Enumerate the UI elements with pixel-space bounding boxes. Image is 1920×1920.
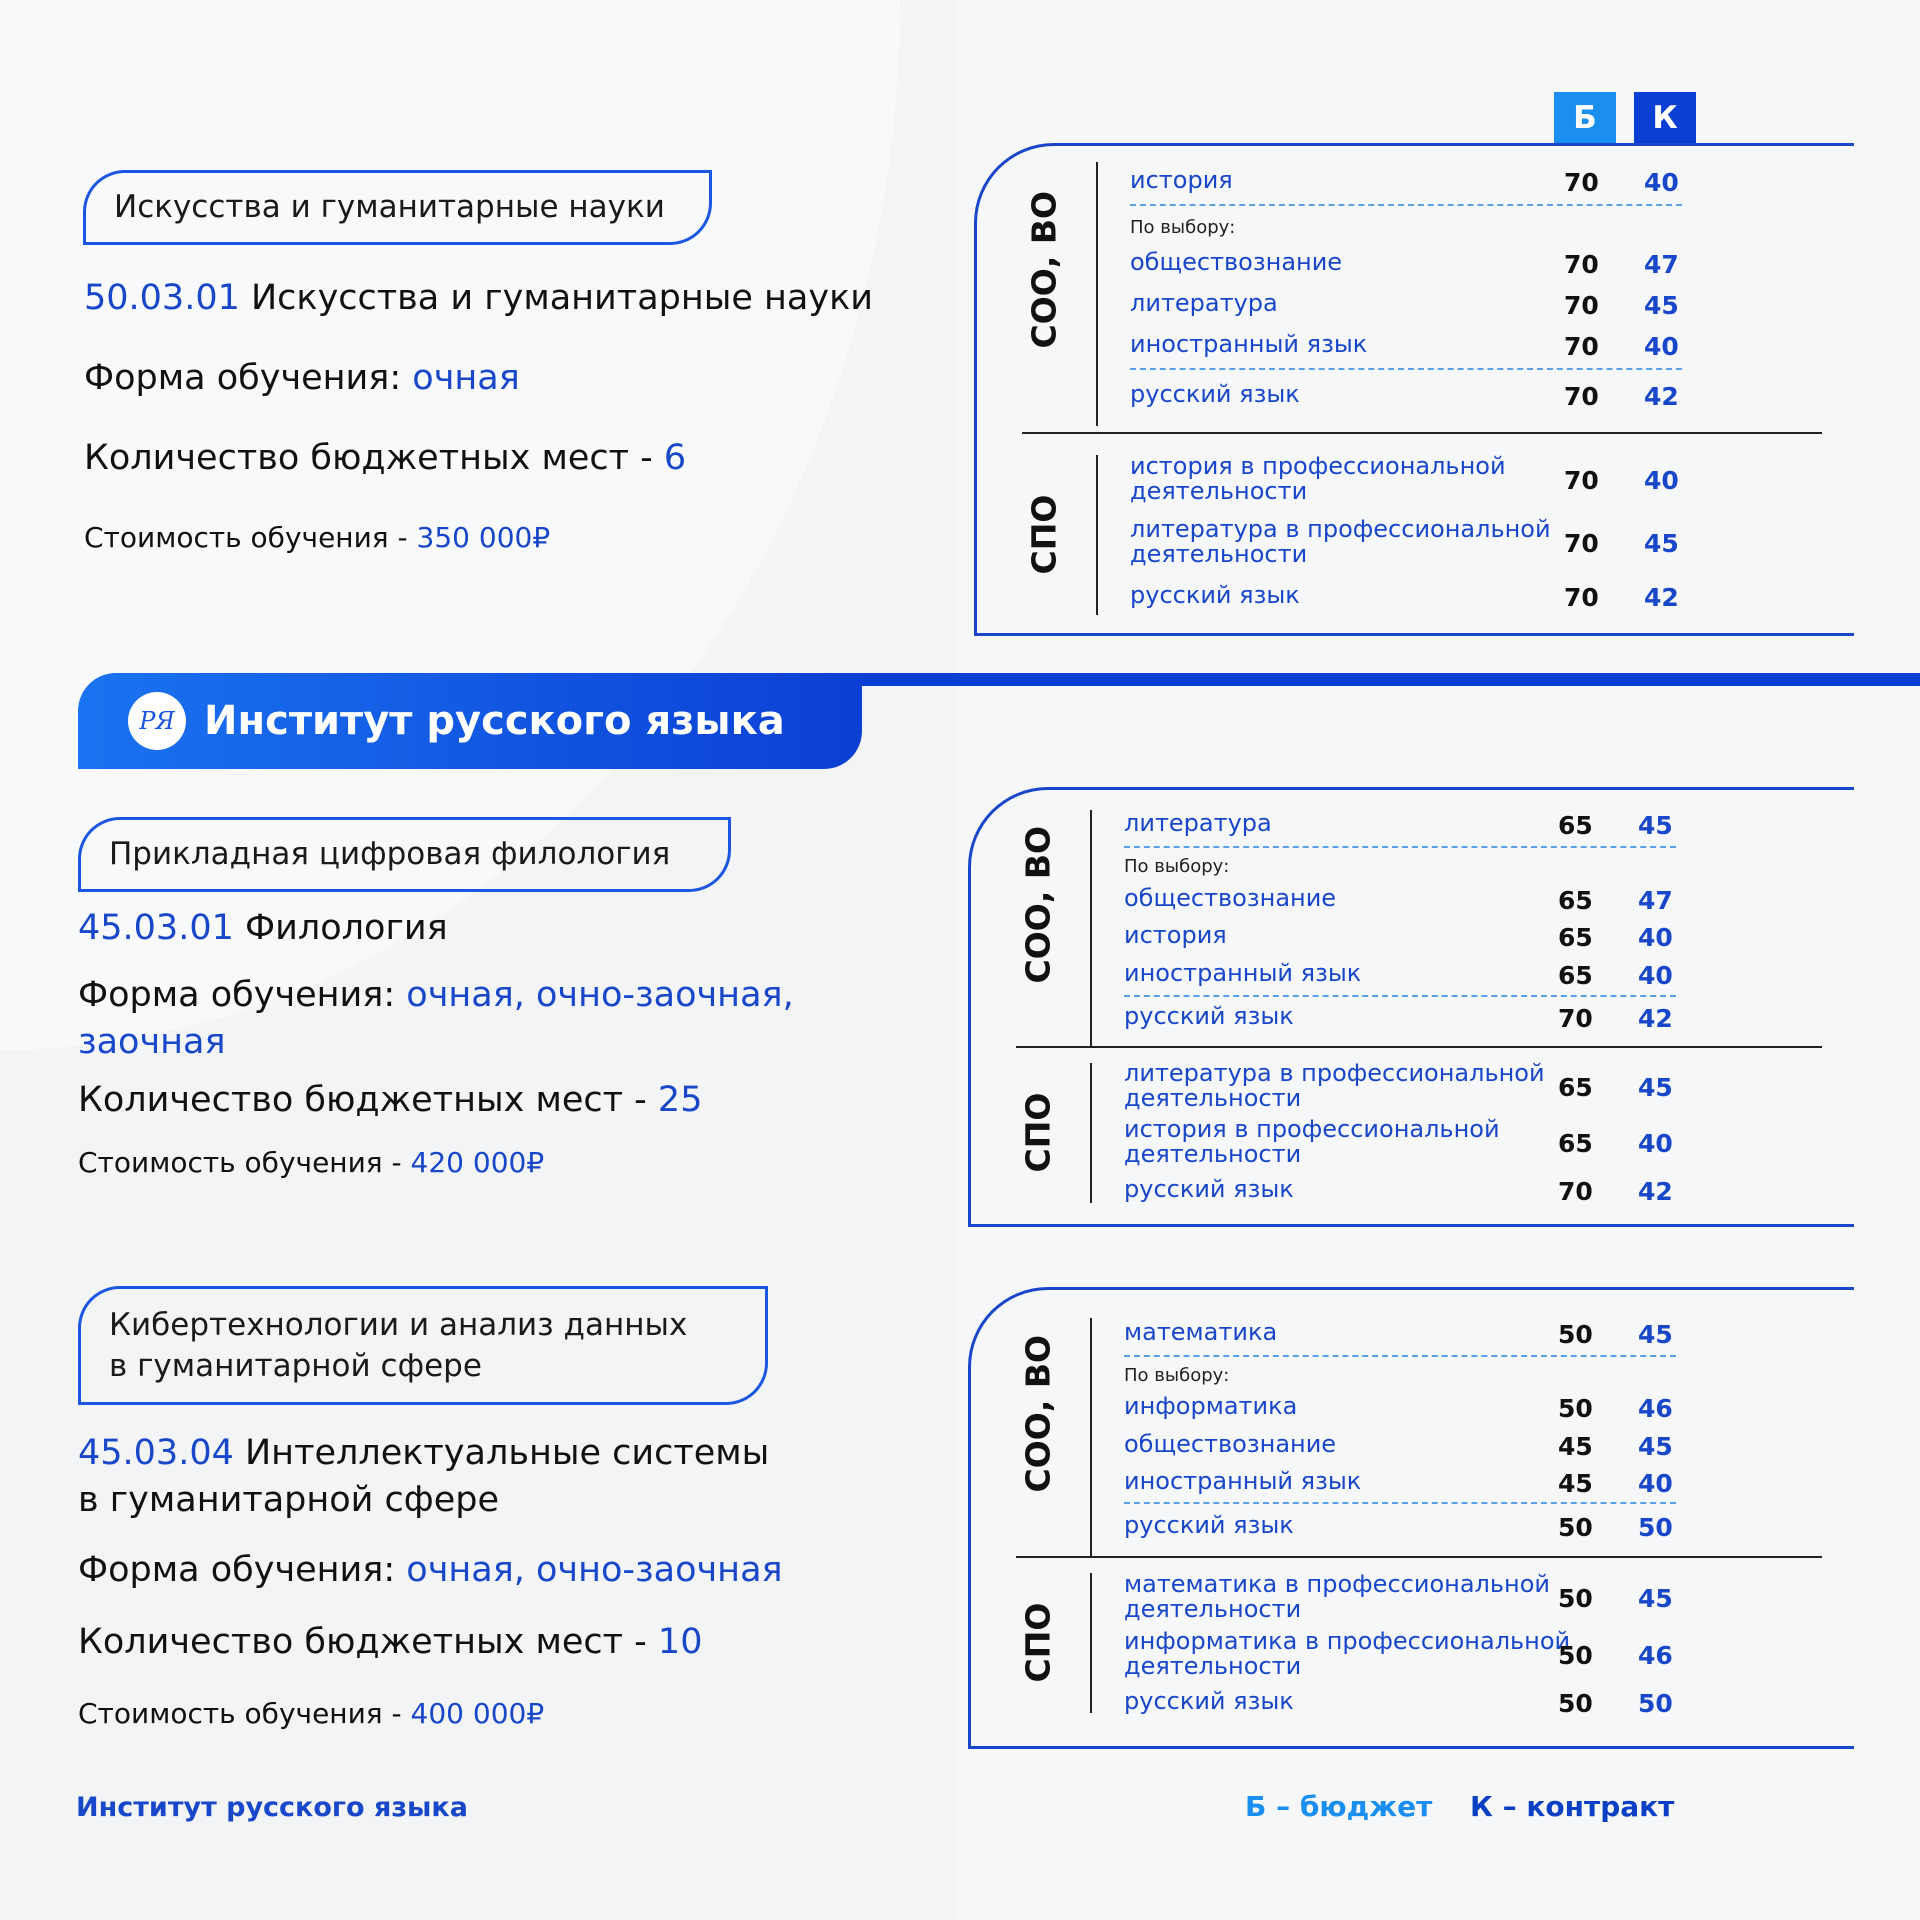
study-form-label: Форма обучения: (84, 358, 402, 398)
subject-name (1130, 517, 1551, 567)
elective-label: По выбору: (1130, 217, 1236, 238)
group-label-soo: СОО, ВО (1024, 190, 1064, 349)
subject-line2: деятельности (1124, 1652, 1302, 1681)
budget-score: 65 (1558, 811, 1593, 840)
program-tag (83, 170, 712, 245)
subject-line1: русский язык (1124, 1175, 1294, 1203)
subject-line1: математика в профессиональной (1124, 1570, 1550, 1598)
contract-score: 46 (1638, 1394, 1673, 1423)
subject-line1: история в профессиональной (1130, 452, 1506, 480)
subject-name: русский язык (1124, 1002, 1294, 1030)
study-form-value: очная (412, 358, 520, 398)
tuition-cost (84, 521, 550, 554)
group-divider (1090, 1063, 1092, 1203)
budget-places (78, 1080, 702, 1120)
tuition-cost-value: 400 000₽ (410, 1697, 545, 1730)
dashed-divider (1130, 204, 1682, 206)
subject-line1: русский язык (1130, 581, 1300, 609)
program-tag-text: Прикладная цифровая филология (109, 836, 671, 873)
group-divider (1096, 455, 1098, 615)
contract-score: 47 (1644, 250, 1679, 279)
budget-score: 70 (1564, 583, 1599, 612)
study-form (78, 972, 878, 1066)
footer-institute: Институт русского языка (76, 1792, 468, 1823)
budget-score: 70 (1564, 382, 1599, 411)
group-label-spo: СПО (1018, 1602, 1058, 1683)
elective-label: По выбору: (1124, 1365, 1230, 1386)
contract-column-header: К (1634, 92, 1696, 144)
program-tag-line2: в гуманитарной сфере (109, 1347, 482, 1384)
program-name-line1: Интеллектуальные системы (245, 1433, 770, 1473)
budget-score: 70 (1564, 291, 1599, 320)
budget-score: 65 (1558, 886, 1593, 915)
budget-places (78, 1622, 702, 1662)
contract-score: 45 (1638, 1073, 1673, 1102)
subject-name: история (1124, 921, 1227, 949)
section-separator (1016, 1556, 1822, 1558)
subject-name: литература (1130, 289, 1278, 317)
subject-name: русский язык (1124, 1511, 1294, 1539)
subject-line1: история в профессиональной (1124, 1115, 1500, 1143)
contract-score: 46 (1638, 1641, 1673, 1670)
group-label-soo: СОО, ВО (1018, 825, 1058, 984)
subject-name (1124, 1629, 1570, 1679)
section-separator (1022, 432, 1822, 434)
study-form-label: Форма обучения: (78, 1550, 396, 1590)
budget-score: 50 (1558, 1641, 1593, 1670)
subject-name: иностранный язык (1130, 330, 1368, 358)
program-title (78, 908, 448, 948)
program-tag (78, 817, 731, 892)
banner-strip (840, 673, 1920, 686)
subject-line2: деятельности (1130, 477, 1308, 506)
institute-banner (78, 673, 862, 769)
group-label-spo: СПО (1018, 1092, 1058, 1173)
subject-name (1130, 583, 1300, 608)
subject-line2: деятельности (1124, 1084, 1302, 1113)
study-form-value: очная, очно-заочная (406, 1550, 783, 1590)
contract-score: 45 (1638, 811, 1673, 840)
budget-score: 45 (1558, 1469, 1593, 1498)
group-divider (1090, 1573, 1092, 1713)
contract-score: 42 (1638, 1177, 1673, 1206)
subject-name: литература (1124, 809, 1272, 837)
tuition-cost-value: 350 000₽ (416, 521, 551, 554)
budget-score: 50 (1558, 1320, 1593, 1349)
budget-places-value: 25 (657, 1080, 703, 1120)
contract-score: 47 (1638, 886, 1673, 915)
budget-score: 50 (1558, 1513, 1593, 1542)
group-divider (1090, 1318, 1092, 1557)
program-tag (78, 1286, 768, 1405)
budget-score: 70 (1564, 250, 1599, 279)
contract-score: 40 (1644, 168, 1679, 197)
program-name-line2: в гуманитарной сфере (78, 1480, 500, 1520)
budget-score: 70 (1558, 1177, 1593, 1206)
subject-line2: деятельности (1130, 540, 1308, 569)
contract-score: 50 (1638, 1513, 1673, 1542)
contract-score: 42 (1644, 382, 1679, 411)
tuition-cost-label: Стоимость обучения - (84, 521, 408, 554)
dashed-divider (1124, 1355, 1676, 1357)
subject-name: обществознание (1130, 248, 1343, 276)
section-separator (1016, 1046, 1822, 1048)
budget-score: 65 (1558, 1073, 1593, 1102)
program-code: 50.03.01 (84, 278, 240, 318)
contract-score: 45 (1644, 291, 1679, 320)
budget-score: 50 (1558, 1584, 1593, 1613)
program-tag-line1: Кибертехнологии и анализ данных (109, 1307, 688, 1344)
budget-column-header: Б (1554, 92, 1616, 144)
contract-score: 45 (1638, 1432, 1673, 1461)
budget-places-label: Количество бюджетных мест - (78, 1080, 647, 1120)
budget-score: 70 (1558, 1004, 1593, 1033)
budget-places-label: Количество бюджетных мест - (78, 1622, 647, 1662)
subject-name: информатика (1124, 1392, 1298, 1420)
group-divider (1090, 810, 1092, 1048)
tuition-cost (78, 1697, 544, 1730)
program-title (78, 1430, 769, 1524)
budget-score: 50 (1558, 1394, 1593, 1423)
tuition-cost (78, 1146, 544, 1179)
program-name: Филология (245, 908, 448, 948)
program-title (84, 278, 873, 318)
group-label-spo: СПО (1024, 494, 1064, 575)
contract-score: 42 (1638, 1004, 1673, 1033)
program-tag-text: Искусства и гуманитарные науки (114, 189, 665, 226)
dashed-divider (1130, 368, 1682, 370)
subject-line1: информатика в профессиональной (1124, 1627, 1571, 1655)
contract-score: 40 (1638, 961, 1673, 990)
budget-score: 70 (1564, 529, 1599, 558)
budget-score: 65 (1558, 1129, 1593, 1158)
budget-score: 70 (1564, 332, 1599, 361)
institute-logo: РЯ (128, 692, 186, 750)
subject-line1: литература в профессиональной (1130, 515, 1551, 543)
contract-score: 42 (1644, 583, 1679, 612)
subject-name: иностранный язык (1124, 1467, 1362, 1495)
legend-contract: К – контракт (1470, 1790, 1675, 1823)
group-divider (1096, 162, 1098, 426)
tuition-cost-value: 420 000₽ (410, 1146, 545, 1179)
tuition-cost-label: Стоимость обучения - (78, 1697, 402, 1730)
elective-label: По выбору: (1124, 856, 1230, 877)
subject-name: математика (1124, 1318, 1278, 1346)
subject-line2: деятельности (1124, 1140, 1302, 1169)
contract-score: 45 (1638, 1584, 1673, 1613)
contract-score: 45 (1644, 529, 1679, 558)
banner-title: Институт русского языка (204, 698, 785, 744)
program-code: 45.03.04 (78, 1433, 234, 1473)
budget-places-value: 6 (663, 438, 687, 478)
program-code: 45.03.01 (78, 908, 234, 948)
budget-score: 70 (1564, 168, 1599, 197)
subject-name (1124, 1117, 1500, 1167)
subject-line1: литература в профессиональной (1124, 1059, 1545, 1087)
subject-name: русский язык (1130, 380, 1300, 408)
dashed-divider (1124, 995, 1676, 997)
study-form-value: очная, очно-заочная, заочная (78, 975, 794, 1062)
study-form (84, 358, 520, 398)
budget-places-label: Количество бюджетных мест - (84, 438, 653, 478)
budget-score: 70 (1564, 466, 1599, 495)
program-name: Искусства и гуманитарные науки (251, 278, 873, 318)
subject-name (1124, 1061, 1545, 1111)
budget-places-value: 10 (657, 1622, 703, 1662)
subject-name (1124, 1572, 1550, 1622)
subject-name: обществознание (1124, 1430, 1337, 1458)
budget-score: 50 (1558, 1689, 1593, 1718)
budget-score: 45 (1558, 1432, 1593, 1461)
contract-score: 40 (1644, 466, 1679, 495)
group-label-soo: СОО, ВО (1018, 1334, 1058, 1492)
subject-name (1130, 454, 1506, 504)
contract-score: 40 (1644, 332, 1679, 361)
contract-score: 45 (1638, 1320, 1673, 1349)
subject-name: обществознание (1124, 884, 1337, 912)
legend-budget: Б – бюджет (1245, 1790, 1433, 1823)
contract-score: 40 (1638, 923, 1673, 952)
budget-score: 65 (1558, 961, 1593, 990)
subject-name: иностранный язык (1124, 959, 1362, 987)
contract-score: 40 (1638, 1469, 1673, 1498)
subject-line2: деятельности (1124, 1595, 1302, 1624)
budget-score: 65 (1558, 923, 1593, 952)
subject-name (1124, 1689, 1294, 1714)
subject-line1: русский язык (1124, 1687, 1294, 1715)
subject-name (1124, 1177, 1294, 1202)
contract-score: 50 (1638, 1689, 1673, 1718)
contract-score: 40 (1638, 1129, 1673, 1158)
tuition-cost-label: Стоимость обучения - (78, 1146, 402, 1179)
study-form (78, 1550, 783, 1590)
dashed-divider (1124, 1502, 1676, 1504)
study-form-label: Форма обучения: (78, 975, 396, 1015)
budget-places (84, 438, 686, 478)
subject-name: история (1130, 166, 1233, 194)
dashed-divider (1124, 846, 1676, 848)
